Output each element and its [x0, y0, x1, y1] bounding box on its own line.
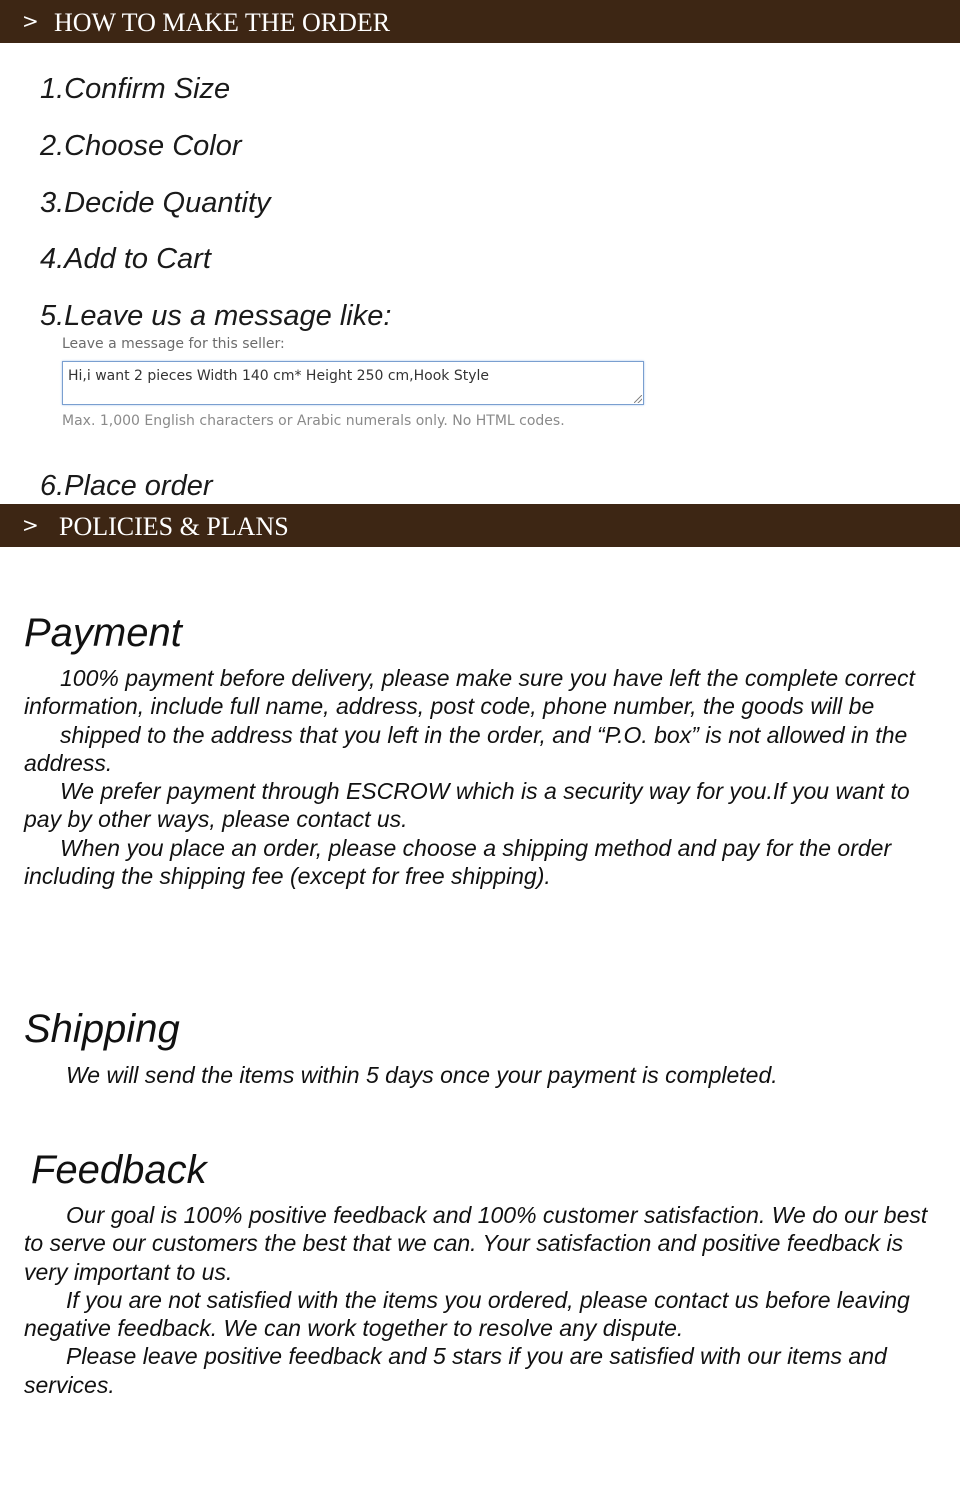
shipping-paragraph: We will send the items within 5 days once your payment is completed.	[66, 1062, 778, 1088]
shipping-heading: Shipping	[24, 1007, 180, 1051]
step-leave-message: 5.Leave us a message like:	[40, 300, 392, 332]
chevron-right-icon: >	[22, 9, 39, 33]
payment-paragraph: shipped to the address that you left in the order, and “P.O. box” is not allowed in the address.	[24, 721, 908, 776]
message-field-note: Max. 1,000 English characters or Arabic numerals only. No HTML codes.	[62, 413, 565, 429]
policies-section-header	[0, 504, 960, 547]
policies-section-title: POLICIES & PLANS	[59, 512, 289, 541]
step-decide-quantity: 3.Decide Quantity	[40, 187, 271, 219]
message-textarea-value: Hi,i want 2 pieces Width 140 cm* Height 250 cm,Hook Style	[68, 368, 489, 384]
payment-paragraph: 100% payment before delivery, please make sure you have left the complete correct information, include full name, address, post code, phone number, the goods will be	[24, 665, 915, 720]
step-choose-color: 2.Choose Color	[40, 130, 242, 162]
order-section-header	[0, 0, 960, 43]
step-place-order: 6.Place order	[40, 470, 213, 502]
payment-text	[24, 664, 939, 890]
resize-grip-icon[interactable]	[634, 395, 642, 403]
message-textarea[interactable]	[62, 361, 644, 405]
step-confirm-size: 1.Confirm Size	[40, 73, 231, 105]
shipping-text	[24, 1061, 939, 1089]
payment-paragraph: When you place an order, please choose a shipping method and pay for the order including the shipping fee (except for free shipping).	[24, 834, 892, 890]
step-add-to-cart: 4.Add to Cart	[40, 243, 211, 275]
feedback-heading: Feedback	[31, 1148, 207, 1192]
payment-paragraph: We prefer payment through ESCROW which is a security way for you.If you want to pay by other ways, please contact us.	[24, 778, 910, 833]
feedback-paragraph: Our goal is 100% positive feedback and 100% customer satisfaction. We do our best to serve our customers the best that we can. Your satisfaction and positive feedback is very important to us.	[24, 1202, 928, 1285]
payment-heading: Payment	[24, 611, 182, 655]
order-section-title: HOW TO MAKE THE ORDER	[54, 8, 391, 37]
chevron-right-icon: >	[22, 513, 39, 537]
feedback-paragraph: If you are not satisfied with the items you ordered, please contact us before leaving negative feedback. We can work together to resolve any dispute.	[24, 1286, 910, 1342]
feedback-paragraph: Please leave positive feedback and 5 stars if you are satisfied with our items and services.	[24, 1343, 887, 1398]
message-field-label: Leave a message for this seller:	[62, 336, 285, 352]
feedback-text	[24, 1201, 939, 1399]
